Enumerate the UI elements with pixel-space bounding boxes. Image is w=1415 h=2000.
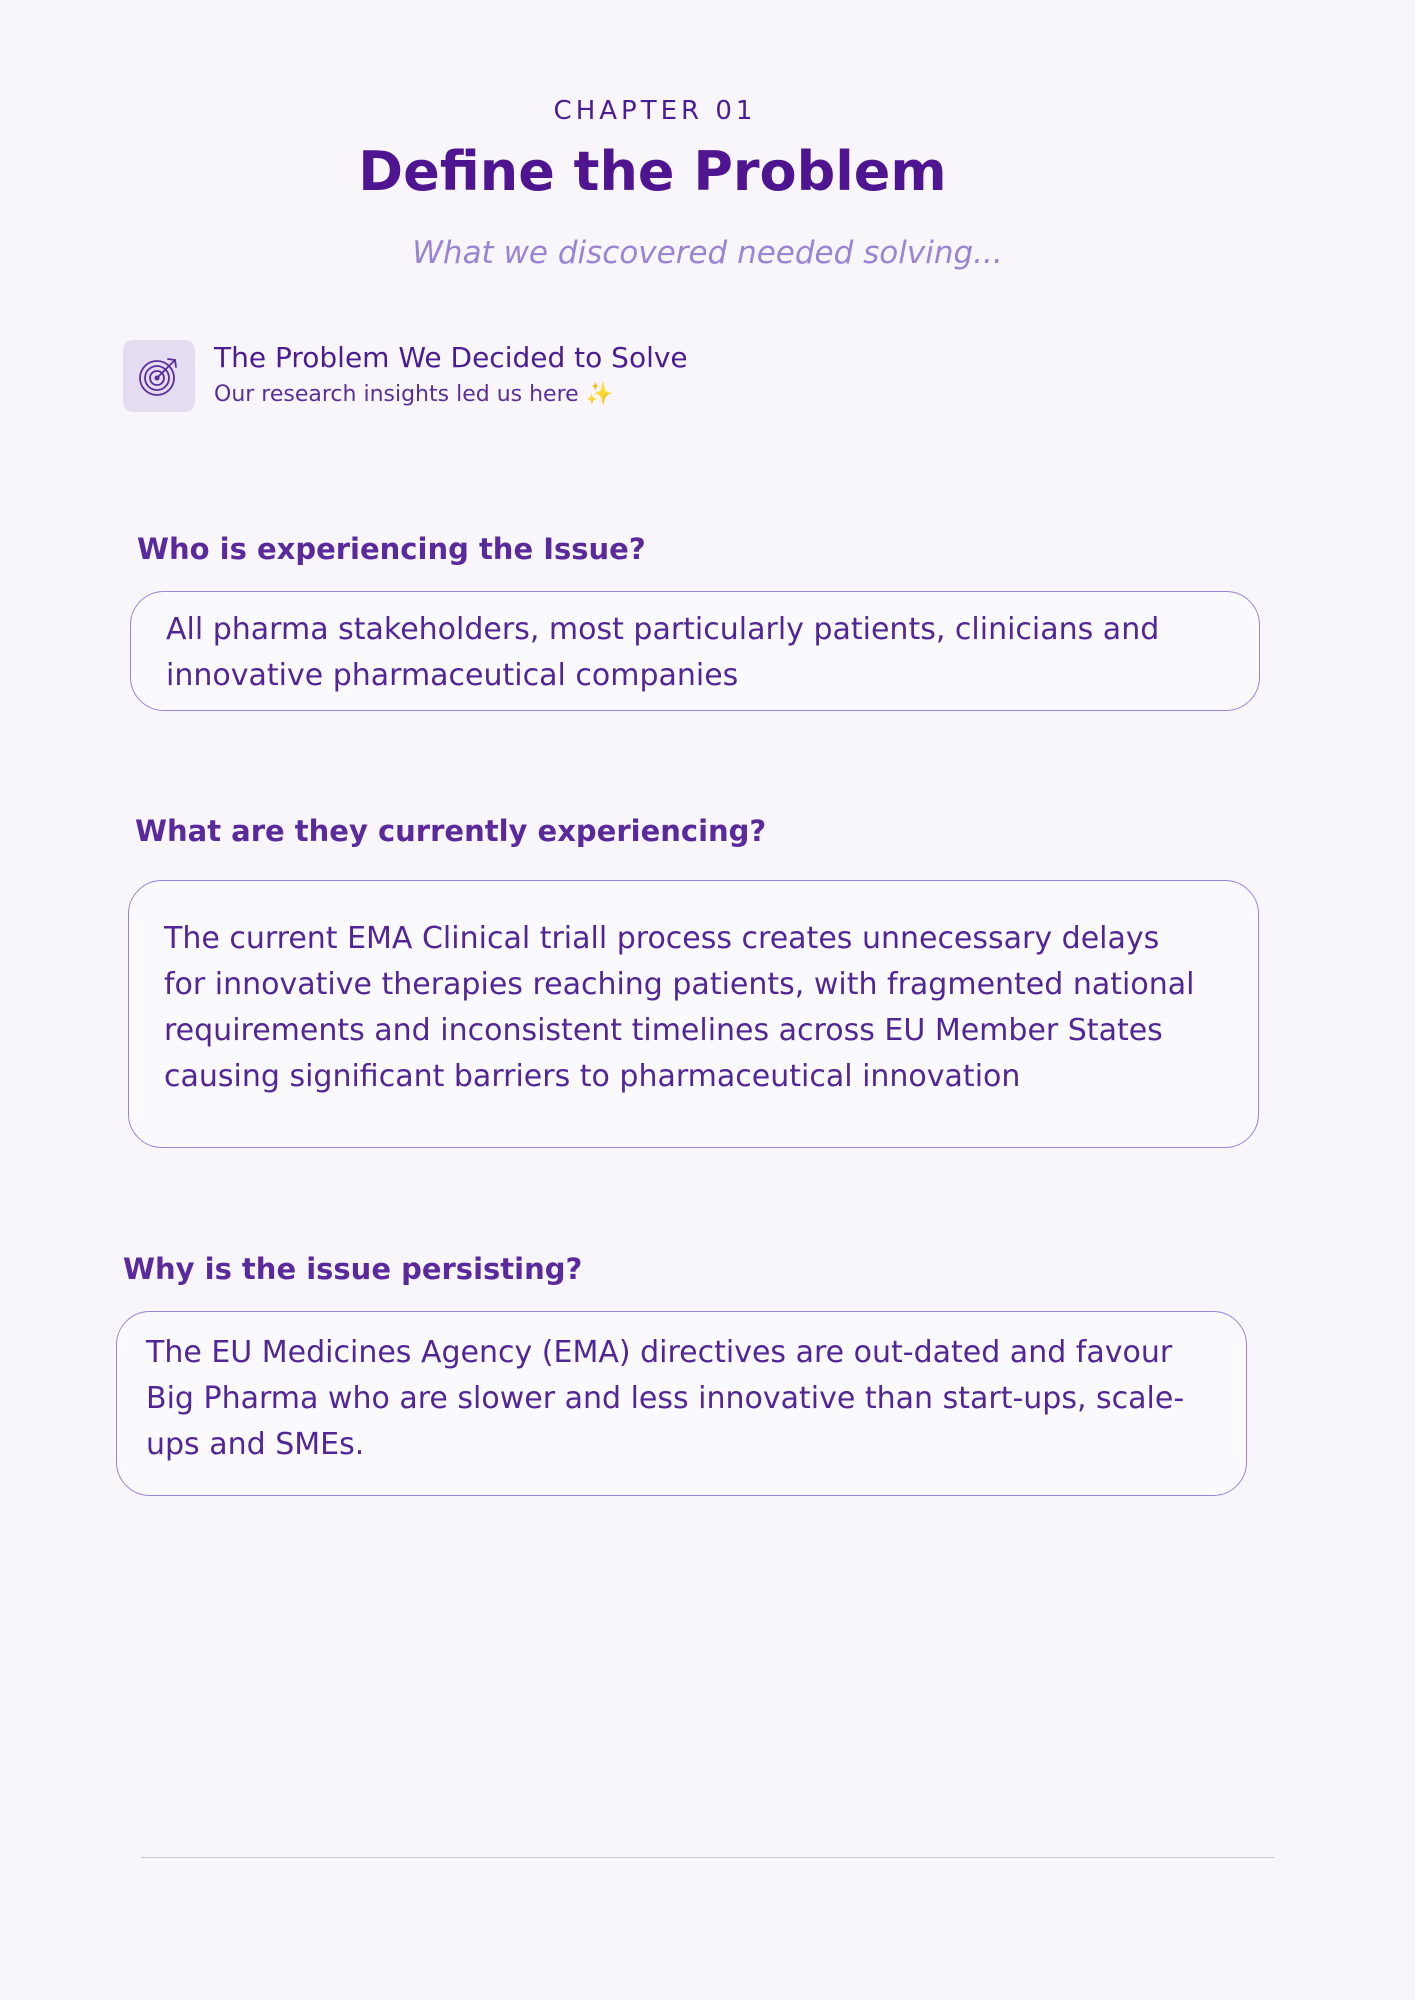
chapter-label: CHAPTER 01 <box>553 96 757 126</box>
intro-title: The Problem We Decided to Solve <box>214 341 688 374</box>
section-heading-why: Why is the issue persisting? <box>123 1252 583 1286</box>
answer-line: Big Pharma who are slower and less innovative than start-ups, scale- <box>146 1381 1185 1416</box>
answer-line: causing significant barriers to pharmaceutical innovation <box>164 1059 1021 1094</box>
intro-subtitle <box>214 382 613 407</box>
section-heading-who: Who is experiencing the Issue? <box>137 532 646 566</box>
page-subtitle: What we discovered needed solving... <box>412 235 1003 271</box>
section-heading-what: What are they currently experiencing? <box>135 814 767 848</box>
answer-line: The EU Medicines Agency (EMA) directives are out-dated and favour <box>146 1335 1173 1370</box>
answer-box-what <box>128 880 1259 1148</box>
answer-line: innovative pharmaceutical companies <box>166 658 739 693</box>
answer-line: The current EMA Clinical triall process creates unnecessary delays <box>164 921 1160 956</box>
target-icon <box>123 340 195 412</box>
intro-block <box>123 340 923 420</box>
answer-line: for innovative therapies reaching patients, with fragmented national <box>164 967 1195 1002</box>
answer-line: ups and SMEs. <box>146 1427 365 1462</box>
intro-subtitle-text: Our research insights led us here <box>214 382 579 407</box>
answer-box-who <box>130 591 1260 711</box>
answer-line: requirements and inconsistent timelines across EU Member States <box>164 1013 1163 1048</box>
sparkle-icon: ✨ <box>585 382 614 407</box>
answer-box-why <box>116 1311 1247 1496</box>
answer-line: All pharma stakeholders, most particularly patients, clinicians and <box>166 612 1160 647</box>
footer-divider <box>141 1857 1274 1858</box>
page-title: Define the Problem <box>358 140 947 203</box>
